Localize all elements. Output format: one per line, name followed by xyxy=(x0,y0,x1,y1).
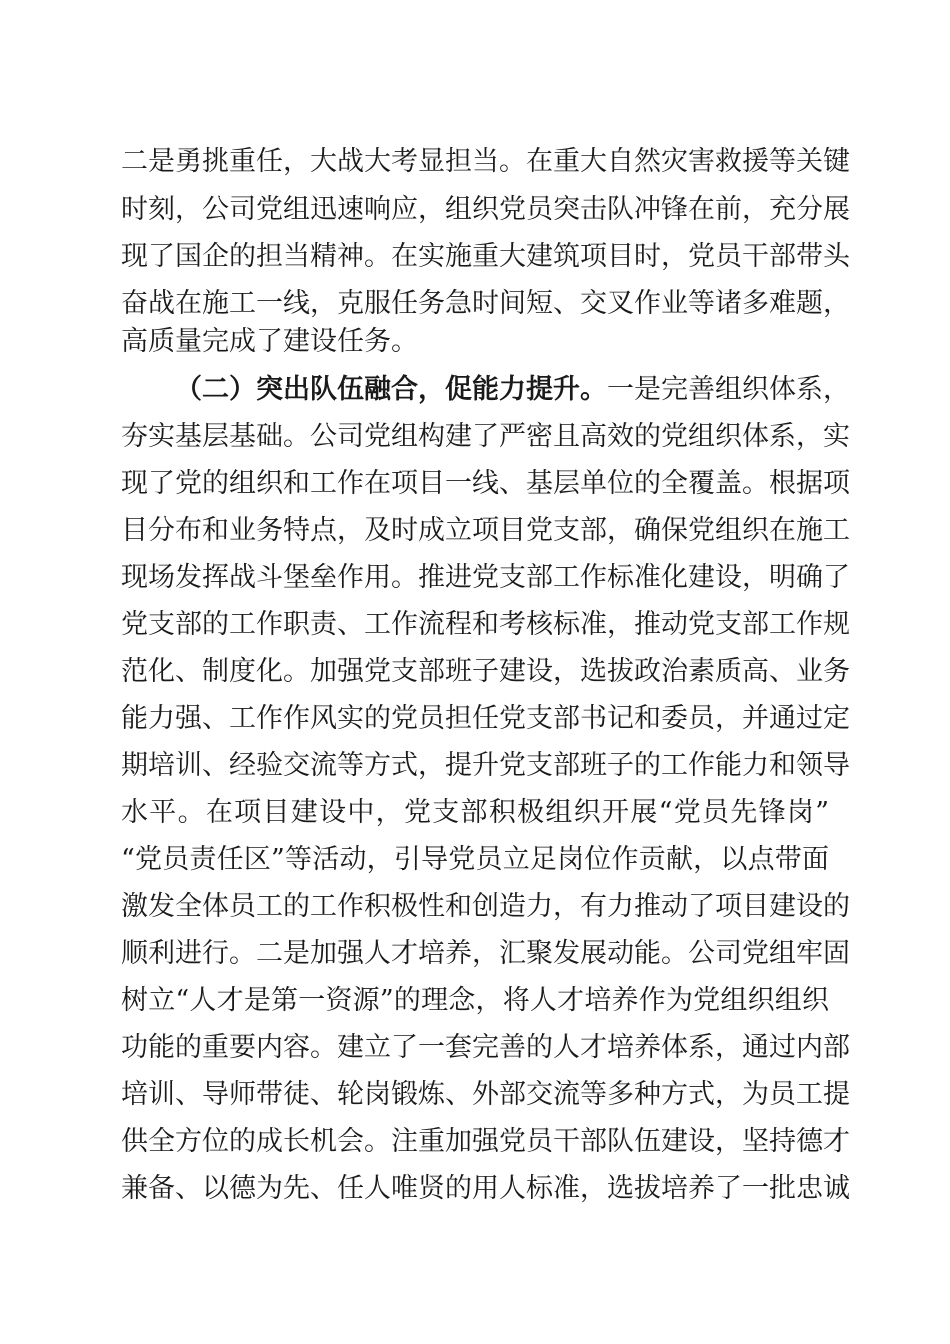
paragraph-line: 范化、制度化。加强党支部班子建设，选拔政治素质高、业务 xyxy=(121,656,850,687)
section-heading: （二）突出队伍融合，促能力提升。 xyxy=(175,374,607,405)
paragraph-line: 供全方位的成长机会。注重加强党员干部队伍建设，坚持德才 xyxy=(121,1126,850,1157)
paragraph-line: 激发全体员工的工作积极性和创造力，有力推动了项目建设的 xyxy=(121,891,850,922)
paragraph-line: 高质量完成了建设任务。 xyxy=(121,326,418,357)
paragraph-line: 培训、导师带徒、轮岗锻炼、外部交流等多种方式，为员工提 xyxy=(121,1079,850,1110)
paragraph-line: 现了党的组织和工作在项目一线、基层单位的全覆盖。根据项 xyxy=(121,468,850,499)
section-heading-line xyxy=(175,370,850,410)
paragraph-line: 二是勇挑重任，大战大考显担当。在重大自然灾害救援等关键 xyxy=(121,146,850,177)
paragraph-line: 能力强、工作作风实的党员担任党支部书记和委员，并通过定 xyxy=(121,703,850,734)
paragraph-line: 顺利进行。二是加强人才培养，汇聚发展动能。公司党组牢固 xyxy=(121,938,850,969)
paragraph-line: “党员责任区”等活动，引导党员立足岗位作贡献，以点带面 xyxy=(121,844,829,875)
paragraph-line: 时刻，公司党组迅速响应，组织党员突击队冲锋在前，充分展 xyxy=(121,194,850,225)
paragraph-line: 现了国企的担当精神。在实施重大建筑项目时，党员干部带头 xyxy=(121,241,850,272)
paragraph-line: 兼备、以德为先、任人唯贤的用人标准，选拔培养了一批忠诚 xyxy=(121,1173,850,1204)
paragraph-line: 树立“人才是第一资源”的理念，将人才培养作为党组织组织 xyxy=(121,985,829,1016)
paragraph-line: 夯实基层基础。公司党组构建了严密且高效的党组织体系，实 xyxy=(121,421,850,452)
paragraph-line: 党支部的工作职责、工作流程和考核标准，推动党支部工作规 xyxy=(121,609,850,640)
paragraph-line: 水平。在项目建设中，党支部积极组织开展“党员先锋岗” xyxy=(121,797,829,828)
paragraph-line: 现场发挥战斗堡垒作用。推进党支部工作标准化建设，明确了 xyxy=(121,562,850,593)
paragraph-line: 功能的重要内容。建立了一套完善的人才培养体系，通过内部 xyxy=(121,1032,850,1063)
paragraph-line: 期培训、经验交流等方式，提升党支部班子的工作能力和领导 xyxy=(121,750,850,781)
section-heading-rest: 一是完善组织体系， xyxy=(607,374,850,405)
paragraph-line: 奋战在施工一线，克服任务急时间短、交叉作业等诸多难题， xyxy=(121,288,850,319)
paragraph-line: 目分布和业务特点，及时成立项目党支部，确保党组织在施工 xyxy=(121,515,850,546)
